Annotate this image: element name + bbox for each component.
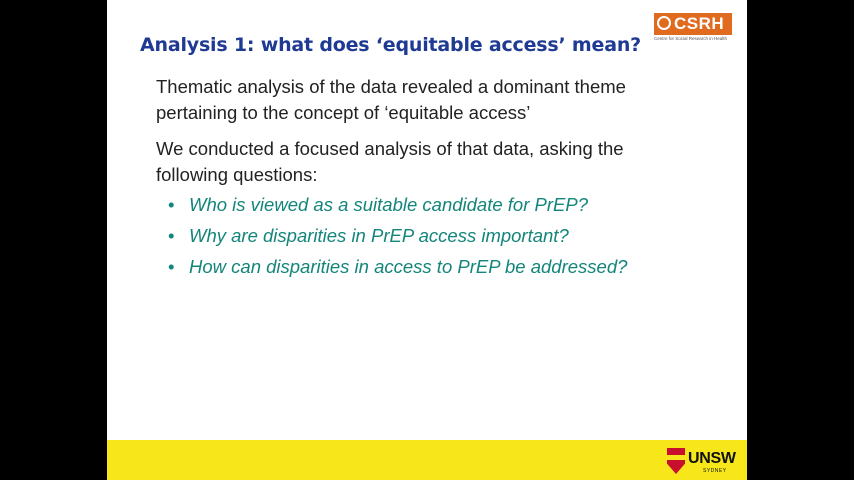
unsw-logo-text: UNSW xyxy=(688,450,736,467)
csrh-logo-box xyxy=(654,13,732,35)
list-item xyxy=(168,223,627,254)
unsw-logo-subtitle: SYDNEY xyxy=(703,468,727,474)
paragraph-thematic-analysis xyxy=(156,74,626,126)
unsw-crest-icon xyxy=(667,448,685,474)
paragraph2-line2: following questions: xyxy=(156,164,318,185)
csrh-logo-text: CSRH xyxy=(674,14,725,33)
csrh-logo-subtitle: Centre for Social Research in Health xyxy=(654,36,728,41)
paragraph1-line1: Thematic analysis of the data revealed a dominant theme xyxy=(156,76,626,97)
slide-footer-band xyxy=(107,440,747,480)
list-item xyxy=(168,254,627,285)
paragraph2-line1: We conducted a focused analysis of that data, asking the xyxy=(156,138,624,159)
question-text: Why are disparities in PrEP access important? xyxy=(189,225,569,246)
presentation-slide xyxy=(107,0,747,480)
paragraph-focused-analysis xyxy=(156,136,624,188)
unsw-crest-band xyxy=(667,455,685,460)
question-text: Who is viewed as a suitable candidate for PrEP? xyxy=(189,194,588,215)
bullet-icon: • xyxy=(168,225,175,246)
csrh-logo xyxy=(654,13,734,43)
list-item xyxy=(168,192,627,223)
csrh-circle-icon xyxy=(657,16,671,30)
question-list xyxy=(168,192,627,285)
bullet-icon: • xyxy=(168,194,175,215)
bullet-icon: • xyxy=(168,256,175,277)
slide-title: Analysis 1: what does ‘equitable access’ mean? xyxy=(140,34,641,56)
question-text: How can disparities in access to PrEP be addressed? xyxy=(189,256,628,277)
paragraph1-line2: pertaining to the concept of ‘equitable access’ xyxy=(156,102,531,123)
unsw-logo xyxy=(667,448,737,476)
